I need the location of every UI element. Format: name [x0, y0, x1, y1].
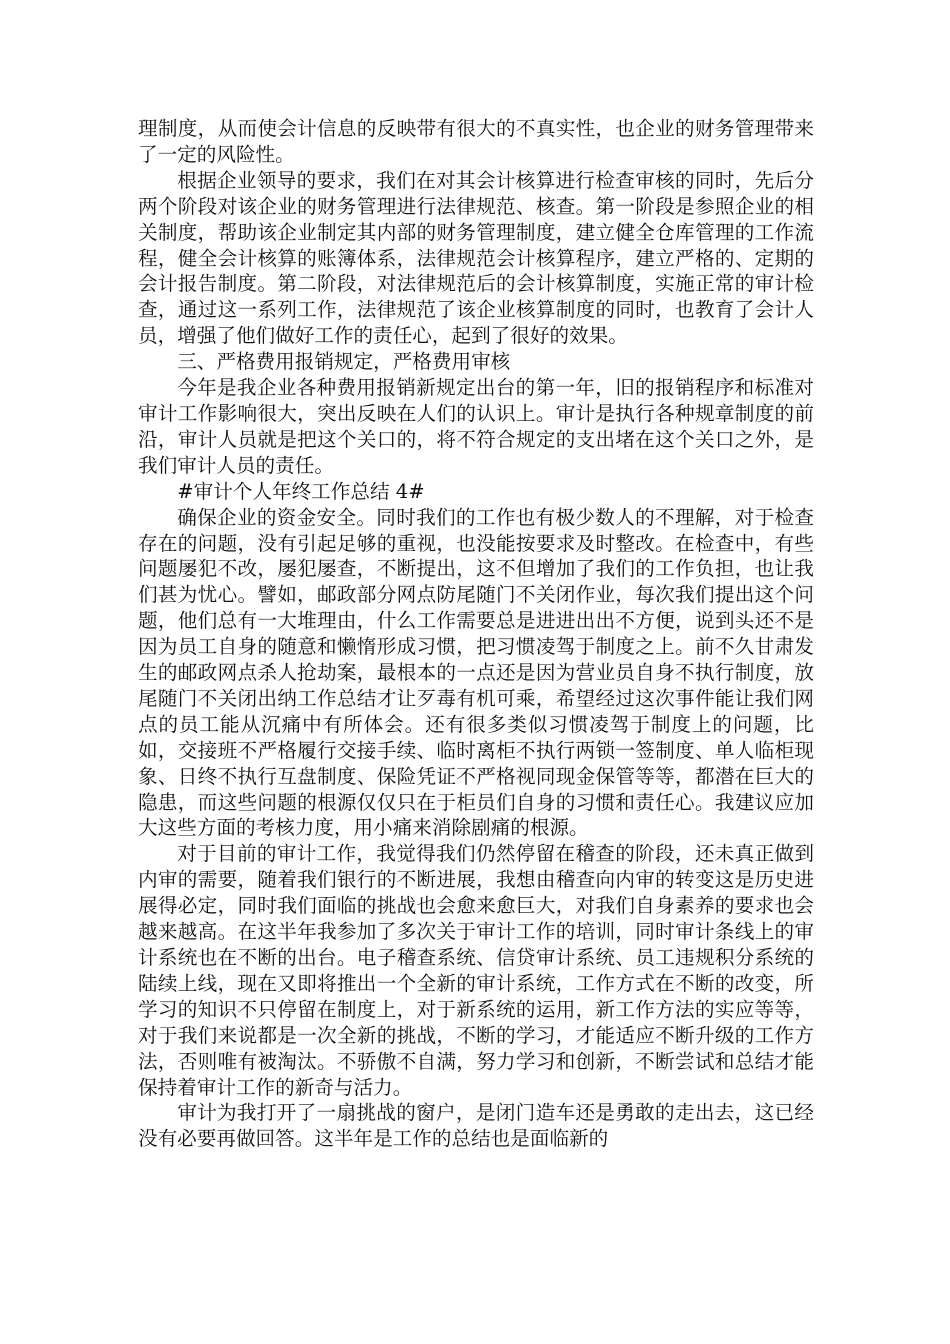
paragraph-7: 对于目前的审计工作，我觉得我们仍然停留在稽查的阶段，还未真正做到内审的需要，随着我们银行的不断进展，我想由稽查向内审的转变这是历史进展得必定，同时我们面临的挑战也会愈来愈巨大，对我们自身素养的要求也会越来越高。在这半年我参加了多次关于审计工作的培训，同时审计条线上的审计系统也在不断的出台。电子稽查系统、信贷审计系统、员工违规积分系统的陆续上线，现在又即将推出一个全新的审计系统，工作方式在不断的改变，所学习的知识不只停留在制度上，对于新系统的运用，新工作方法的实应等等，对于我们来说都是一次全新的挑战，不断的学习，才能适应不断升级的工作方法，否则唯有被淘汰。不骄傲不自满，努力学习和创新，不断尝试和总结才能保持着审计工作的新奇与活力。 — [138, 842, 814, 1099]
document-page — [138, 116, 814, 1152]
paragraph-8: 审计为我打开了一扇挑战的窗户，是闭门造车还是勇敢的走出去，这已经没有必要再做回答。这半年是工作的总结也是面临新的 — [138, 1101, 814, 1151]
section-heading-4: #审计个人年终工作总结 4# — [177, 479, 425, 503]
paragraph-1: 理制度，从而使会计信息的反映带有很大的不真实性，也企业的财务管理带来了一定的风险性。 — [138, 117, 814, 166]
paragraph-4: 今年是我企业各种费用报销新规定出台的第一年，旧的报销程序和标准对审计工作影响很大，突出反映在人们的认识上。审计是执行各种规章制度的前沿，审计人员就是把这个关口的，将不符合规定的支出堵在这个关口之外，是我们审计人员的责任。 — [138, 376, 814, 477]
paragraph-6: 确保企业的资金安全。同时我们的工作也有极少数人的不理解，对于检查存在的问题，没有引起足够的重视，也没能按要求及时整改。在检查中，有些问题屡犯不改，屡犯屡查，不断提出，这不但增加了我们的工作负担，也让我们甚为忧心。譬如，邮政部分网点防尾随门不关闭作业，每次我们提出这个问题，他们总有一大堆理由，什么工作需要总是进进出出不方便，说到头还不是因为员工自身的随意和懒惰形成习惯，把习惯凌驾于制度之上。前不久甘肃发生的邮政网点杀人抢劫案，最根本的一点还是因为营业员自身不执行制度，放尾随门不关闭出纳工作总结才让歹毒有机可乘，希望经过这次事件能让我们网点的员工能从沉痛中有所体会。还有很多类似习惯凌驾于制度上的问题，比如，交接班不严格履行交接手续、临时离柜不执行两锁一签制度、单人临柜现象、日终不执行互盘制度、保险凭证不严格视同现金保管等等，都潜在巨大的隐患，而这些问题的根源仅仅只在于柜员们自身的习惯和责任心。我建议应加大这些方面的考核力度，用小痛来消除剧痛的根源。 — [138, 505, 814, 840]
paragraph-2: 根据企业领导的要求，我们在对其会计核算进行检查审核的同时，先后分两个阶段对该企业的财务管理进行法律规范、核查。第一阶段是参照企业的相关制度，帮助该企业制定其内部的财务管理制度，建立健全仓库管理的工作流程，健全会计核算的账簿体系，法律规范会计核算程序，建立严格的、定期的会计报告制度。第二阶段，对法律规范后的会计核算制度，实施正常的审计检查，通过这一系列工作，法律规范了该企业核算制度的同时，也教育了会计人员，增强了他们做好工作的责任心，起到了很好的效果。 — [138, 168, 814, 348]
section-heading-3: 三、严格费用报销规定，严格费用审核 — [177, 350, 511, 374]
